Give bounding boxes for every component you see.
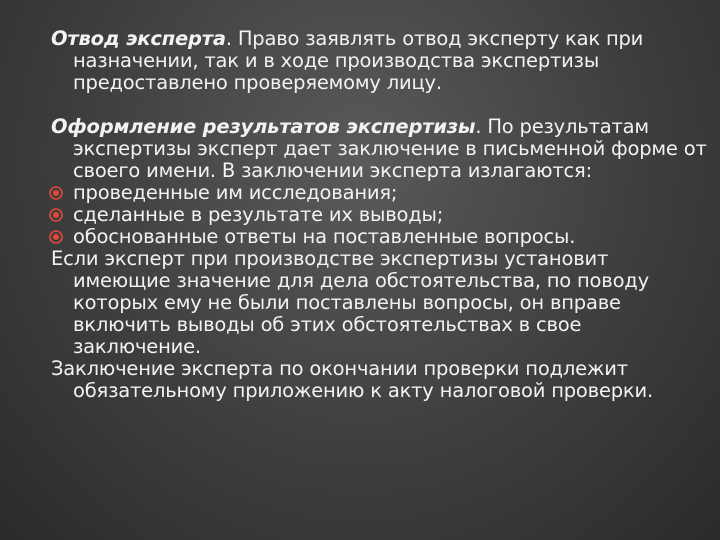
bullet-item — [51, 226, 711, 248]
slide-body — [51, 28, 711, 402]
paragraph-expert-challenge — [51, 28, 711, 94]
bullet-text: обоснованные ответы на поставленные вопросы. — [73, 225, 576, 248]
paragraph-expert-challenge-text: . Право заявлять отвод эксперту как при назначении, так и в ходе производства экспертизы предоставлено проверяемому лицу. — [73, 27, 644, 94]
target-circle-icon — [49, 186, 63, 200]
target-circle-icon — [49, 208, 63, 222]
paragraph-results-text: . По результатам экспертизы эксперт дает заключение в письменной форме от своего имени. В заключении эксперта излагаются: — [73, 115, 707, 182]
spacer — [51, 94, 711, 116]
term-expert-challenge: Отвод эксперта — [51, 27, 226, 50]
paragraph-results — [51, 116, 711, 182]
bullet-text: сделанные в результате их выводы; — [73, 203, 444, 226]
paragraph-conclusion-attachment: Заключение эксперта по окончании проверки подлежит обязательному приложению к акту налоговой проверки. — [51, 357, 653, 402]
target-circle-icon — [49, 230, 63, 244]
paragraph-expert-findings: Если эксперт при производстве экспертизы установит имеющие значение для дела обстоятельства, по поводу которых ему не были поставлены вопросы, он вправе включить выводы об этих обстоятельствах в свое заключение. — [51, 247, 649, 358]
bullet-text: проведенные им исследования; — [73, 181, 398, 204]
bullet-item — [51, 182, 711, 204]
term-results: Оформление результатов экспертизы — [51, 115, 476, 138]
bullet-item — [51, 204, 711, 226]
